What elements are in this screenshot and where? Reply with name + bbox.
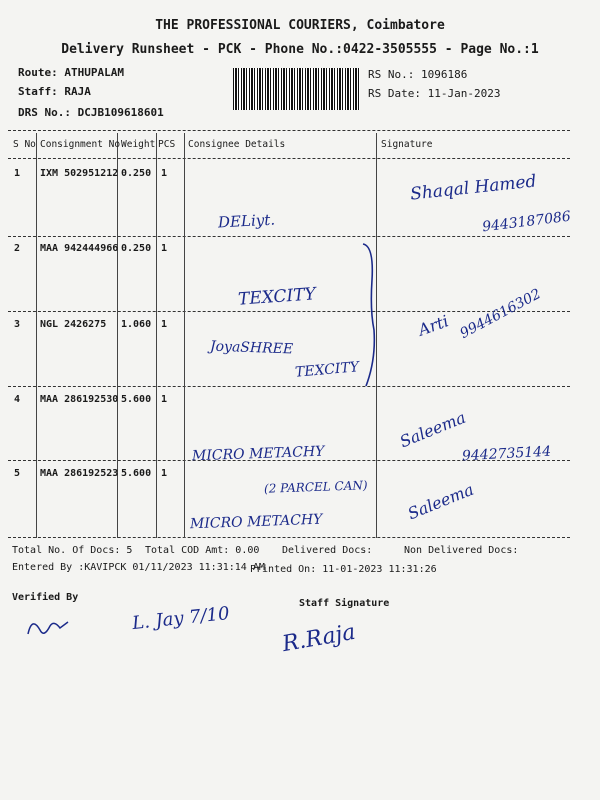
- handwritten-consignee-4b: (2 PARCEL CAN): [263, 478, 368, 496]
- row-consignment: MAA 286192523: [40, 468, 119, 479]
- row-weight: 1.060: [121, 319, 152, 330]
- rs-date: RS Date: 11-Jan-2023: [368, 87, 501, 100]
- route-label: Route: ATHUPALAM: [18, 66, 124, 79]
- signature-row-3: Arti: [415, 311, 452, 340]
- printed-on: Printed On: 11-01-2023 11:31:26: [250, 564, 437, 575]
- handwritten-consignee-1: DELiyt.: [217, 210, 276, 232]
- signature-row-1: Shaqal Hamed: [409, 171, 538, 205]
- row-sno: 2: [14, 243, 21, 254]
- row-consignment: MAA 286192530: [40, 394, 119, 405]
- row-pcs: 1: [161, 319, 168, 330]
- header-pcs: PCS: [158, 139, 176, 150]
- row-sno: 1: [14, 168, 21, 179]
- rs-number: RS No.: 1096186: [368, 68, 468, 81]
- row-weight: 0.250: [121, 243, 152, 254]
- row-consignment: NGL 2426275: [40, 319, 107, 330]
- row-pcs: 1: [161, 468, 168, 479]
- col-divider: [36, 133, 37, 538]
- header-signature: Signature: [381, 139, 433, 150]
- phone-row-1: 9443187086: [481, 208, 572, 236]
- signature-row-5: Saleema: [404, 479, 477, 524]
- table-top-rule: [8, 130, 570, 131]
- verifier-initials: [24, 612, 72, 642]
- row-sno: 4: [14, 394, 21, 405]
- verifier-signature: L. Jay 7/10: [131, 602, 231, 635]
- row-weight: 5.600: [121, 468, 152, 479]
- table-bottom-rule: [8, 537, 570, 538]
- signature-row-4: Saleema: [396, 407, 469, 452]
- runsheet-subtitle: Delivery Runsheet - PCK - Phone No.:0422-3505555 - Page No.:1: [61, 42, 539, 57]
- verified-by-label: Verified By: [12, 592, 79, 603]
- company-title: THE PROFESSIONAL COURIERS, Coimbatore: [155, 18, 445, 33]
- header-rule: [8, 158, 570, 159]
- entered-by: Entered By :KAVIPCK 01/11/2023 11:31:14 AM: [12, 562, 265, 573]
- row-pcs: 1: [161, 243, 168, 254]
- row-sno: 3: [14, 319, 21, 330]
- col-divider: [156, 133, 157, 538]
- row-consignment: MAA 942444966: [40, 243, 119, 254]
- staff-signature: R.Raja: [280, 619, 358, 658]
- header-weight: Weight: [121, 139, 156, 150]
- staff-label: Staff: RAJA: [18, 85, 91, 98]
- delivered-docs: Delivered Docs:: [282, 545, 373, 556]
- header-consignment: Consignment No: [40, 139, 121, 150]
- handwritten-consignee-4: MICRO METACHY: [191, 443, 325, 465]
- row-weight: 5.600: [121, 394, 152, 405]
- staff-signature-label: Staff Signature: [299, 598, 390, 609]
- row-weight: 0.250: [121, 168, 152, 179]
- handwritten-consignee-2: TEXCITY: [237, 284, 317, 310]
- phone-row-4: 9442735144: [461, 443, 552, 465]
- barcode: [233, 68, 360, 110]
- handwritten-bracket: [360, 240, 382, 390]
- non-delivered-docs: Non Delivered Docs:: [404, 545, 519, 556]
- row-consignment: IXM 502951212: [40, 168, 119, 179]
- col-divider: [184, 133, 185, 538]
- total-cod: Total COD Amt: 0.00: [145, 545, 260, 556]
- header-sno: S No: [13, 139, 36, 150]
- header-consignee: Consignee Details: [188, 139, 286, 150]
- row-pcs: 1: [161, 168, 168, 179]
- total-docs: Total No. Of Docs: 5: [12, 545, 133, 556]
- handwritten-consignee-3a: JoyaSHREE: [209, 338, 294, 358]
- drs-number: DRS No.: DCJB109618601: [18, 106, 164, 119]
- row-pcs: 1: [161, 394, 168, 405]
- row-rule-3: [8, 386, 570, 387]
- phone-row-3: 9944616302: [457, 286, 544, 342]
- row-rule-1: [8, 236, 570, 237]
- row-sno: 5: [14, 468, 21, 479]
- handwritten-consignee-5: MICRO METACHY: [189, 511, 323, 533]
- handwritten-consignee-3b: TEXCITY: [294, 359, 360, 381]
